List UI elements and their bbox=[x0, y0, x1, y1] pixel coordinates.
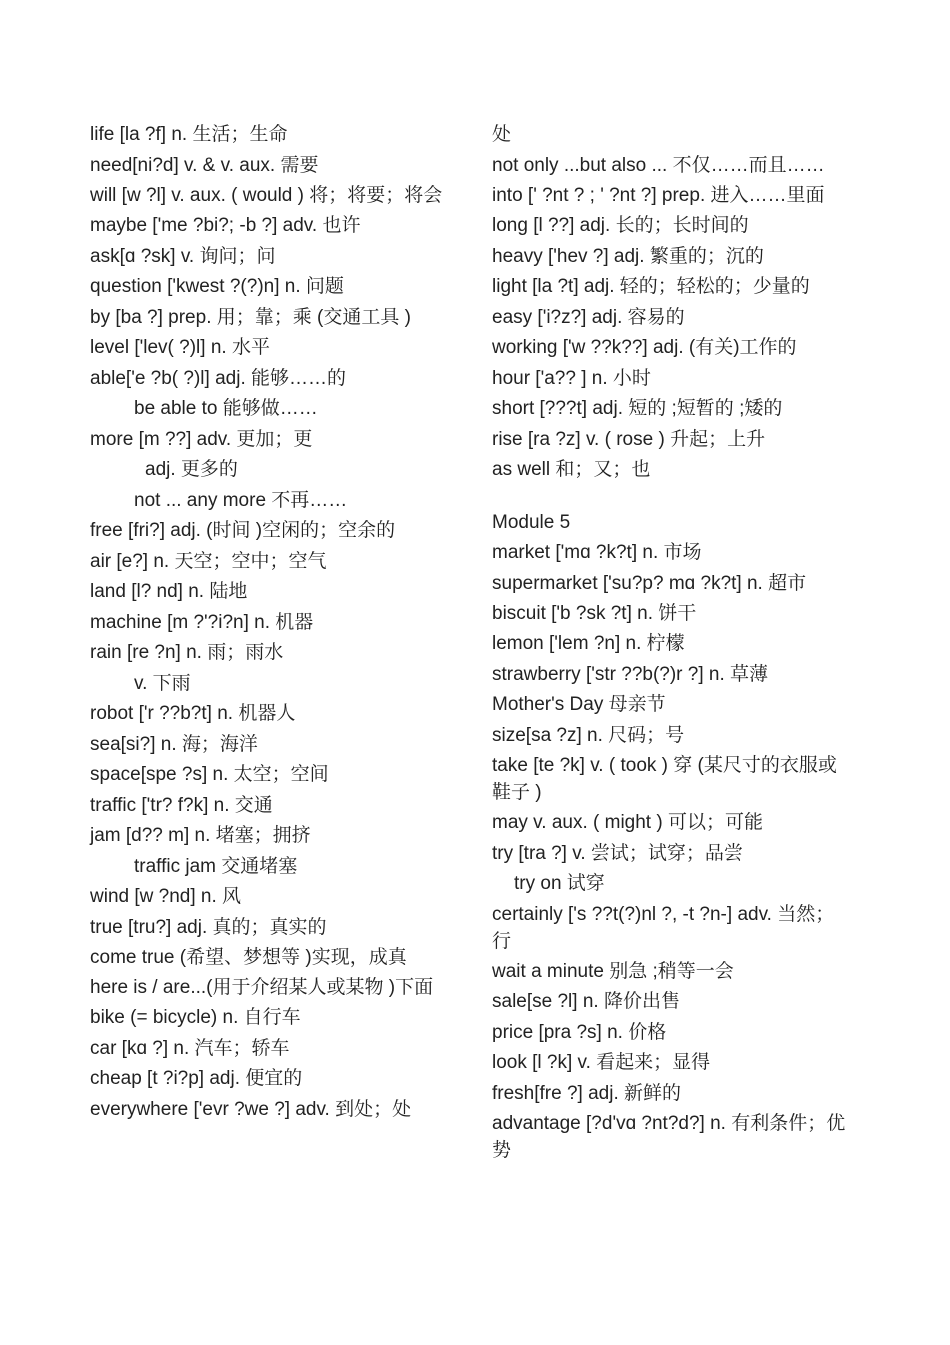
vocab-entry: free [fri?] adj. (时间 )空闲的；空余的 bbox=[90, 520, 396, 541]
vocab-entry: rain [re ?n] n. 雨；雨水 bbox=[90, 642, 284, 663]
vocab-entry: wind [w ?nd] n. 风 bbox=[90, 886, 242, 907]
vocab-entry: Mother's Day 母亲节 bbox=[492, 694, 666, 715]
vocab-entry: air [e?] n. 天空；空中；空气 bbox=[90, 550, 327, 572]
vocab-entry: robot ['r ??b?t] n. 机器人 bbox=[90, 703, 296, 724]
vocab-entry: bike (= bicycle) n. 自行车 bbox=[90, 1007, 301, 1028]
vocab-entry: advantage [?d'vɑ ?nt?d?] n. 有利条件；优势 bbox=[492, 1113, 846, 1161]
vocab-entry: true [tru?] adj. 真的；真实的 bbox=[90, 916, 327, 938]
vocab-entry: wait a minute 别急 ;稍等一会 bbox=[492, 960, 734, 982]
vocab-entry: here is / are...(用于介绍某人或某物 )下面 bbox=[90, 977, 434, 998]
left-vocab-column bbox=[90, 120, 460, 1125]
vocab-entry: try [tra ?] v. 尝试；试穿；品尝 bbox=[492, 842, 743, 864]
vocab-entry: machine [m ?'?i?n] n. 机器 bbox=[90, 611, 314, 633]
vocab-entry: sale[se ?l] n. 降价出售 bbox=[492, 991, 680, 1012]
vocab-entry: heavy ['hev ?] adj. 繁重的；沉的 bbox=[492, 245, 764, 267]
vocab-entry: be able to 能够做…… bbox=[134, 398, 318, 419]
vocab-entry: need[ni?d] v. & v. aux. 需要 bbox=[90, 154, 319, 176]
vocab-entry: jam [d?? m] n. 堵塞；拥挤 bbox=[90, 825, 311, 846]
vocab-entry: space[spe ?s] n. 太空；空间 bbox=[90, 764, 329, 785]
vocab-entry: traffic ['tr? f?k] n. 交通 bbox=[90, 794, 273, 816]
vocab-entry: adj. 更多的 bbox=[145, 459, 238, 480]
vocab-entry: strawberry ['str ??b(?)r ?] n. 草薄 bbox=[492, 663, 769, 685]
section-spacer bbox=[492, 486, 852, 508]
vocab-entry: supermarket ['su?p? mɑ ?k?t] n. 超市 bbox=[492, 572, 807, 594]
vocab-entry: land [l? nd] n. 陆地 bbox=[90, 581, 248, 602]
vocab-entry: try on 试穿 bbox=[514, 873, 605, 894]
vocab-entry: biscuit ['b ?sk ?t] n. 饼干 bbox=[492, 602, 697, 624]
vocab-entry: level ['lev( ?)l] n. 水平 bbox=[90, 337, 270, 358]
vocab-entry: short [???t] adj. 短的 ;短暂的 ;矮的 bbox=[492, 398, 783, 419]
vocab-entry: lemon ['lem ?n] n. 柠檬 bbox=[492, 633, 685, 654]
vocab-entry: more [m ??] adv. 更加；更 bbox=[90, 428, 313, 450]
vocab-entry: not only ...but also ... 不仅……而且…… bbox=[492, 154, 825, 176]
module-heading: Module 5 bbox=[492, 511, 571, 533]
vocab-entry: everywhere ['evr ?we ?] adv. 到处；处 bbox=[90, 1098, 412, 1120]
vocab-entry: traffic jam 交通堵塞 bbox=[134, 855, 298, 877]
vocab-entry: 处 bbox=[492, 124, 512, 145]
vocab-entry: life [la ?f] n. 生活；生命 bbox=[90, 124, 288, 145]
vocab-entry: question ['kwest ?(?)n] n. 问题 bbox=[90, 276, 344, 297]
vocab-entry: into [' ?nt ? ; ' ?nt ?] prep. 进入……里面 bbox=[492, 184, 825, 206]
vocab-entry: hour ['a?? ] n. 小时 bbox=[492, 367, 651, 389]
vocab-entry: working ['w ??k??] adj. (有关)工作的 bbox=[492, 337, 797, 358]
vocab-entry: price [pra ?s] n. 价格 bbox=[492, 1021, 667, 1043]
vocab-entry: certainly ['s ??t(?)nl ?, -t ?n-] adv. 当然；行 bbox=[492, 903, 835, 952]
vocab-entry: maybe ['me ?bi?; -b ?] adv. 也许 bbox=[90, 215, 361, 236]
right-vocab-column bbox=[492, 120, 852, 1166]
vocab-entry: able['e ?b( ?)l] adj. 能够……的 bbox=[90, 367, 346, 389]
vocab-entry: market ['mɑ ?k?t] n. 市场 bbox=[492, 542, 702, 563]
vocab-entry: easy ['i?z?] adj. 容易的 bbox=[492, 306, 685, 328]
vocab-entry: not ... any more 不再…… bbox=[134, 489, 348, 511]
vocab-entry: come true (希望、梦想等 )实现，成真 bbox=[90, 947, 407, 968]
vocab-entry: look [l ?k] v. 看起来；显得 bbox=[492, 1052, 711, 1073]
vocab-entry: size[sa ?z] n. 尺码；号 bbox=[492, 724, 685, 746]
vocab-entry: cheap [t ?i?p] adj. 便宜的 bbox=[90, 1068, 303, 1089]
vocab-entry: v. 下雨 bbox=[134, 672, 191, 694]
vocab-entry: rise [ra ?z] v. ( rose ) 升起；上升 bbox=[492, 428, 766, 450]
vocab-entry: will [w ?l] v. aux. ( would ) 将；将要；将会 bbox=[90, 185, 443, 206]
vocab-entry: fresh[fre ?] adj. 新鲜的 bbox=[492, 1082, 682, 1104]
vocab-entry: take [te ?k] v. ( took ) 穿 (某尺寸的衣服或鞋子 ) bbox=[492, 755, 837, 803]
vocab-entry: by [ba ?] prep. 用；靠；乘 (交通工具 ) bbox=[90, 306, 411, 328]
vocab-entry: may v. aux. ( might ) 可以；可能 bbox=[492, 812, 763, 833]
vocab-entry: as well 和；又；也 bbox=[492, 459, 651, 480]
vocab-entry: long [l ??] adj. 长的；长时间的 bbox=[492, 215, 749, 236]
vocab-entry: light [la ?t] adj. 轻的；轻松的；少量的 bbox=[492, 276, 810, 297]
vocab-entry: sea[si?] n. 海；海洋 bbox=[90, 733, 258, 755]
vocab-entry: car [kɑ ?] n. 汽车；轿车 bbox=[90, 1037, 290, 1059]
vocab-entry: ask[ɑ ?sk] v. 询问；问 bbox=[90, 245, 276, 267]
